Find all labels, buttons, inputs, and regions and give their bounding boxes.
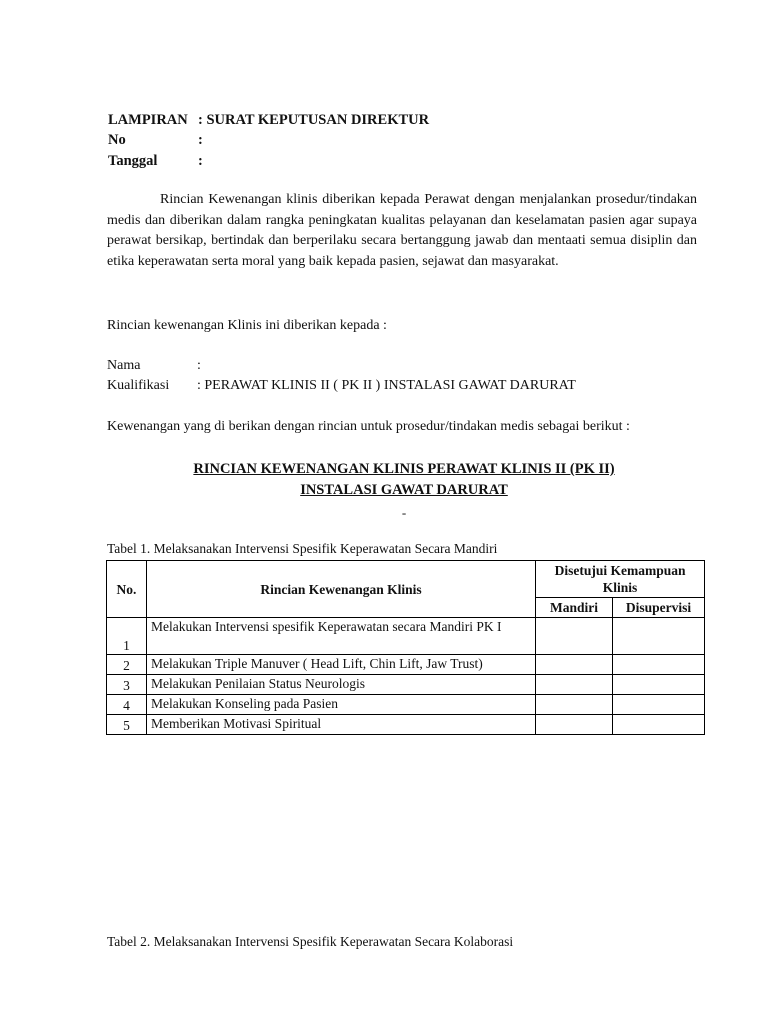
row-no: 3 (107, 675, 147, 695)
mandiri-cell (536, 655, 613, 675)
procedure-intro: Kewenangan yang di berikan dengan rincian untuk prosedur/tindakan medis sebagai berikut : (107, 419, 630, 434)
kualifikasi-row (107, 376, 576, 396)
section-title-line2: INSTALASI GAWAT DARURAT (300, 482, 508, 498)
header-no (108, 130, 203, 150)
no-label: No (108, 132, 126, 148)
disupervisi-cell (613, 655, 705, 675)
section-title-line1: RINCIAN KEWENANGAN KLINIS PERAWAT KLINIS II (PK II) (193, 461, 615, 477)
row-no: 4 (107, 695, 147, 715)
row-no: 1 (107, 618, 147, 655)
row-no: 2 (107, 655, 147, 675)
disupervisi-cell (613, 695, 705, 715)
nama-row (107, 356, 201, 376)
lampiran-value: : SURAT KEPUTUSAN DIREKTUR (198, 112, 430, 128)
mandiri-cell (536, 618, 613, 655)
no-value: : (198, 132, 203, 148)
tanggal-value: : (198, 153, 203, 169)
col-header-mandiri: Mandiri (536, 598, 613, 618)
table-row (107, 695, 705, 715)
col-header-disupervisi: Disupervisi (613, 598, 705, 618)
recipient-intro: Rincian kewenangan Klinis ini diberikan kepada : (107, 318, 387, 333)
lampiran-label: LAMPIRAN (108, 112, 188, 128)
separator-dash: - (401, 505, 407, 520)
row-no: 5 (107, 715, 147, 735)
header-tanggal (108, 151, 203, 171)
mandiri-cell (536, 695, 613, 715)
disupervisi-cell (613, 618, 705, 655)
table-row (107, 655, 705, 675)
intro-paragraph: Rincian Kewenangan klinis diberikan kepada Perawat dengan menjalankan prosedur/tindakan medis dan diberikan dalam rangka peningkatan kualitas pelayanan dan keselamatan pasien agar supaya perawat bersikap, bertindak dan berperilaku secara bertanggung jawab dan mentaati semua disiplin dan etika keperawatan serta moral yang baik kepada pasien, sejawat dan masyarakat. (107, 192, 697, 269)
row-desc: Memberikan Motivasi Spiritual (146, 715, 535, 735)
disupervisi-cell (613, 715, 705, 735)
kualifikasi-value: : PERAWAT KLINIS II ( PK II ) INSTALASI GAWAT DARURAT (197, 378, 576, 393)
disupervisi-cell (613, 675, 705, 695)
tanggal-label: Tanggal (108, 153, 158, 169)
col-header-rincian: Rincian Kewenangan Klinis (146, 561, 535, 618)
table1-caption: Tabel 1. Melaksanakan Intervensi Spesifik Keperawatan Secara Mandiri (107, 541, 498, 556)
header-lampiran (108, 110, 429, 130)
mandiri-cell (536, 715, 613, 735)
table2-caption: Tabel 2. Melaksanakan Intervensi Spesifik Keperawatan Secara Kolaborasi (107, 934, 514, 949)
nama-label: Nama (107, 358, 141, 373)
mandiri-cell (536, 675, 613, 695)
table-row (107, 618, 705, 655)
col-header-disetujui: Disetujui Kemampuan Klinis (536, 561, 705, 598)
table-row (107, 715, 705, 735)
row-desc: Melakukan Intervensi spesifik Keperawatan secara Mandiri PK I (146, 618, 535, 655)
row-desc: Melakukan Triple Manuver ( Head Lift, Chin Lift, Jaw Trust) (146, 655, 535, 675)
row-desc: Melakukan Penilaian Status Neurologis (146, 675, 535, 695)
kualifikasi-label: Kualifikasi (107, 378, 170, 393)
table-row (107, 675, 705, 695)
nama-value: : (197, 358, 201, 373)
competency-table (106, 560, 705, 735)
row-desc: Melakukan Konseling pada Pasien (146, 695, 535, 715)
col-header-no: No. (107, 561, 147, 618)
